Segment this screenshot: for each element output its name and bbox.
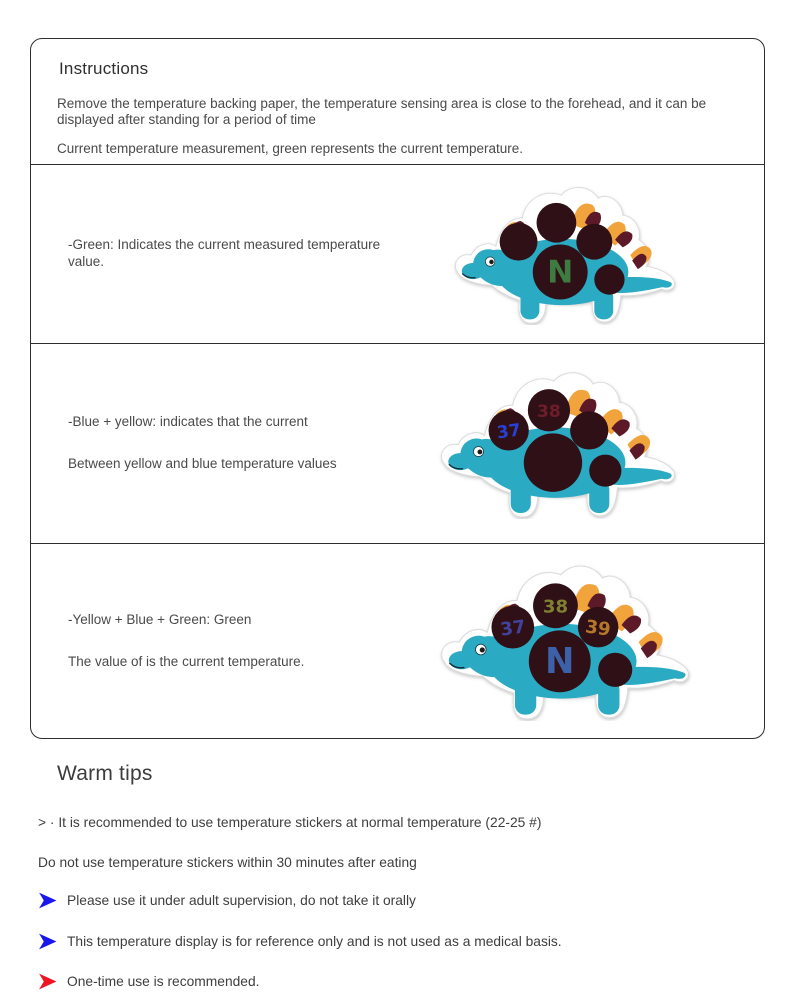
legend-row-blue-yellow-text [68, 414, 398, 473]
tip-reference-only [38, 933, 770, 950]
legend-row-blue-yellow [31, 344, 764, 544]
instructions-title: Instructions [59, 59, 149, 78]
spot-left-label: 37 [499, 616, 527, 641]
instructions-section [31, 39, 764, 165]
dinosaur-sticker-green-n [450, 183, 678, 325]
legend-row-yellow-blue-green [31, 544, 764, 738]
tip-adult-supervision [38, 892, 770, 909]
tip-normal-temperature [38, 815, 770, 830]
tip-text: > · It is recommended to use temperature stickers at normal temperature (22-25 #) [38, 815, 542, 830]
tip-text: This temperature display is for reference only and is not used as a medical basis. [67, 934, 562, 949]
spot-top-label: 38 [542, 596, 569, 618]
spot-right-label: 39 [583, 616, 612, 641]
instructions-paragraph-1: Remove the temperature backing paper, the temperature sensing area is close to the forehead, and it can be displayed after standing for a period of time [57, 96, 707, 128]
tip-text: One-time use is recommended. [67, 974, 260, 989]
red-arrow-icon [38, 973, 57, 990]
instructions-panel [30, 38, 765, 739]
blue-arrow-icon [38, 892, 57, 909]
warm-tips-section [30, 762, 770, 990]
legend-paragraph: -Yellow + Blue + Green: Green [68, 611, 252, 627]
tip-text: Please use it under adult supervision, do not take it orally [67, 893, 416, 908]
instructions-paragraph-2: Current temperature measurement, green represents the current temperature. [57, 140, 523, 156]
legend-row-green [31, 165, 764, 344]
spot-center-label: N [547, 254, 574, 291]
legend-paragraph: Between yellow and blue temperature values [68, 456, 337, 471]
dinosaur-sticker-37-38 [436, 368, 678, 519]
blue-arrow-icon [38, 933, 57, 950]
legend-paragraph: -Green: Indicates the current measured temperature value. [68, 237, 381, 269]
legend-row-yellow-blue-green-figure [436, 561, 692, 721]
dinosaur-sticker-37-38-39-n [436, 561, 692, 721]
tip-text: Do not use temperature stickers within 30 minutes after eating [38, 855, 417, 870]
legend-row-green-text [68, 237, 398, 271]
legend-row-blue-yellow-figure [436, 368, 678, 519]
warm-tips-title: Warm tips [57, 762, 153, 785]
tip-one-time-use [38, 973, 770, 990]
spot-left-label: 37 [495, 420, 523, 444]
legend-paragraph: The value of is the current temperature. [68, 653, 305, 669]
spot-top-label: 38 [537, 401, 561, 422]
legend-row-green-figure [450, 183, 678, 325]
legend-paragraph: -Blue + yellow: indicates that the current [68, 414, 308, 430]
tip-no-use-after-eating [38, 855, 770, 870]
spot-center-label: N [545, 641, 575, 682]
legend-row-yellow-blue-green-text [68, 612, 398, 671]
